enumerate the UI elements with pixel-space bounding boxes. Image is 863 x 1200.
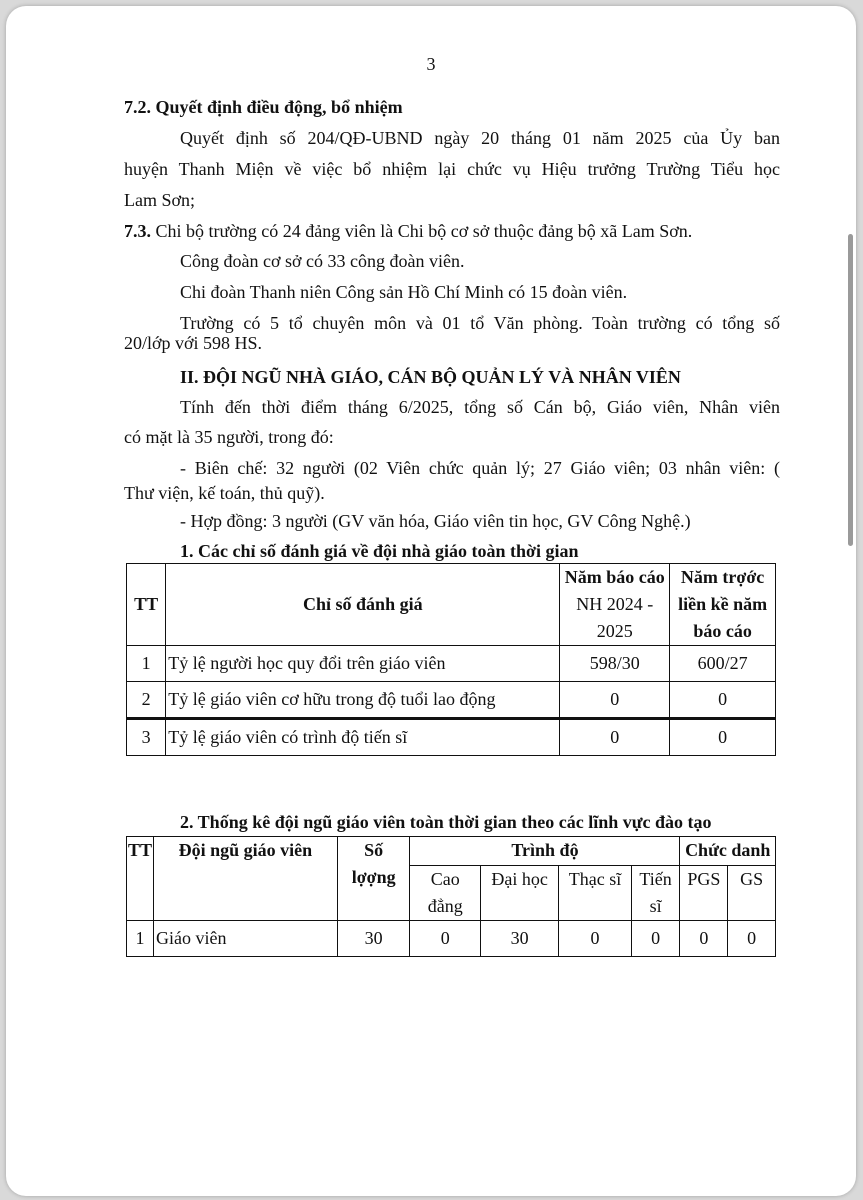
t1-r1-tt: 1 xyxy=(127,646,166,682)
t1-r3-current: 0 xyxy=(560,719,670,756)
t1-header-tt: TT xyxy=(127,564,166,646)
s73-line-4: Trường có 5 tổ chuyên môn và 01 tổ Văn phòng. Toàn trường có tổng số xyxy=(180,313,780,333)
table-row xyxy=(127,719,776,756)
t2-r1-count: 30 xyxy=(337,921,410,957)
t2-r1-tt: 1 xyxy=(127,921,154,957)
t2-hdr-college-2: đẳng xyxy=(427,896,463,916)
t2-header-doctor xyxy=(631,866,680,921)
t1-r1-indicator: Tỷ lệ người học quy đổi trên giáo viên xyxy=(166,646,560,682)
t2-hdr-doctor-1: Tiến xyxy=(639,869,672,889)
t2-header-university: Đại học xyxy=(480,866,558,921)
t1-hdr-yr-1: Năm báo cáo xyxy=(564,567,665,587)
s73-label: 7.3. xyxy=(124,221,151,241)
s73-line-2: Công đoàn cơ sở có 33 công đoàn viên. xyxy=(180,251,465,271)
page-number: 3 xyxy=(426,54,436,74)
s2-p2-line-1: - Biên chế: 32 người (02 Viên chức quản lý; 27 Giáo viên; 03 nhân viên: ( xyxy=(180,458,780,478)
t1-hdr-yr-3: 2025 xyxy=(596,621,633,641)
table1-title: 1. Các chỉ số đánh giá về đội nhà giáo toàn thời gian xyxy=(180,541,579,561)
t1-hdr-yp-1: Năm trợớc xyxy=(680,567,765,587)
t1-hdr-yp-3: báo cáo xyxy=(693,621,752,641)
t2-hdr-doctor-2: sĩ xyxy=(649,896,662,916)
t2-r1-pgs: 0 xyxy=(680,921,728,957)
t2-header-pgs: PGS xyxy=(680,866,728,921)
s73-line-5: 20/lớp với 598 HS. xyxy=(124,333,263,353)
s2-p2-line-2: Thư viện, kế toán, thủ quỹ). xyxy=(124,483,325,503)
t1-r1-previous: 600/27 xyxy=(670,646,776,682)
t2-header-count xyxy=(337,837,410,921)
s73-line-1 xyxy=(124,216,692,247)
t2-header-level: Trình độ xyxy=(410,837,680,866)
t2-header-title-group: Chức danh xyxy=(680,837,776,866)
t1-r2-current: 0 xyxy=(560,682,670,719)
t2-header-gs: GS xyxy=(728,866,776,921)
t2-r1-doctor: 0 xyxy=(631,921,680,957)
table-row xyxy=(127,921,776,957)
s73-line-3: Chi đoàn Thanh niên Công sản Hồ Chí Minh có 15 đoàn viên. xyxy=(180,282,628,302)
s73-line-1-text: Chi bộ trường có 24 đảng viên là Chi bộ cơ sở thuộc đảng bộ xã Lam Sơn. xyxy=(151,221,693,241)
table-staff-training xyxy=(126,836,776,957)
table2-title: 2. Thống kê đội ngũ giáo viên toàn thời gian theo các lĩnh vực đào tạo xyxy=(180,812,712,832)
t2-r1-college: 0 xyxy=(410,921,481,957)
t2-hdr-college-1: Cao xyxy=(430,869,460,889)
t1-hdr-yp-2: liền kề năm xyxy=(678,594,768,614)
scrollbar[interactable] xyxy=(848,234,853,546)
s2-p3: - Hợp đồng: 3 người (GV văn hóa, Giáo viên tin học, GV Công Nghệ.) xyxy=(180,511,691,531)
t1-r3-indicator: Tỷ lệ giáo viên có trình độ tiến sĩ xyxy=(166,719,560,756)
s2-p1-line-1: Tính đến thời điểm tháng 6/2025, tổng số Cán bộ, Giáo viên, Nhân viên xyxy=(180,397,780,417)
t2-header-tt: TT xyxy=(127,837,154,921)
t1-r2-previous: 0 xyxy=(670,682,776,719)
t2-header-college xyxy=(410,866,481,921)
s2-p1-line-2: có mặt là 35 người, trong đó: xyxy=(124,427,334,447)
s72-line-3: Lam Sơn; xyxy=(124,190,196,210)
t1-header-indicator: Chỉ số đánh giá xyxy=(166,564,560,646)
section-7-2-heading: 7.2. Quyết định điều động, bổ nhiệm xyxy=(124,97,403,117)
t2-header-staff: Đội ngũ giáo viên xyxy=(153,837,337,921)
t2-header-master: Thạc sĩ xyxy=(559,866,631,921)
t2-r1-master: 0 xyxy=(559,921,631,957)
table-indicators xyxy=(126,563,776,756)
t1-header-year-prev xyxy=(670,564,776,646)
table1-header-row xyxy=(127,564,776,646)
table2-header-row-1 xyxy=(127,837,776,866)
t2-hdr-count-1: Số xyxy=(364,840,384,860)
t1-header-year-report xyxy=(560,564,670,646)
document-page xyxy=(6,6,856,1196)
t1-r1-current: 598/30 xyxy=(560,646,670,682)
s72-line-1: Quyết định số 204/QĐ-UBND ngày 20 tháng 01 năm 2025 của Ủy ban xyxy=(180,128,780,148)
t2-r1-gs: 0 xyxy=(728,921,776,957)
t2-r1-staff: Giáo viên xyxy=(153,921,337,957)
t1-hdr-yr-2: NH 2024 - xyxy=(576,594,654,614)
t2-r1-university: 30 xyxy=(480,921,558,957)
table-row xyxy=(127,682,776,719)
t2-hdr-count-2: lợợng xyxy=(351,867,396,887)
s72-line-2: huyện Thanh Miện về việc bổ nhiệm lại chức vụ Hiệu trưởng Trường Tiểu học xyxy=(124,159,780,179)
t1-r2-tt: 2 xyxy=(127,682,166,719)
t1-r3-previous: 0 xyxy=(670,719,776,756)
section-2-heading: II. ĐỘI NGŨ NHÀ GIÁO, CÁN BỘ QUẢN LÝ VÀ NHÂN VIÊN xyxy=(180,367,681,387)
table-row xyxy=(127,646,776,682)
t1-r2-indicator: Tỷ lệ giáo viên cơ hữu trong độ tuổi lao động xyxy=(166,682,560,719)
t1-r3-tt: 3 xyxy=(127,719,166,756)
